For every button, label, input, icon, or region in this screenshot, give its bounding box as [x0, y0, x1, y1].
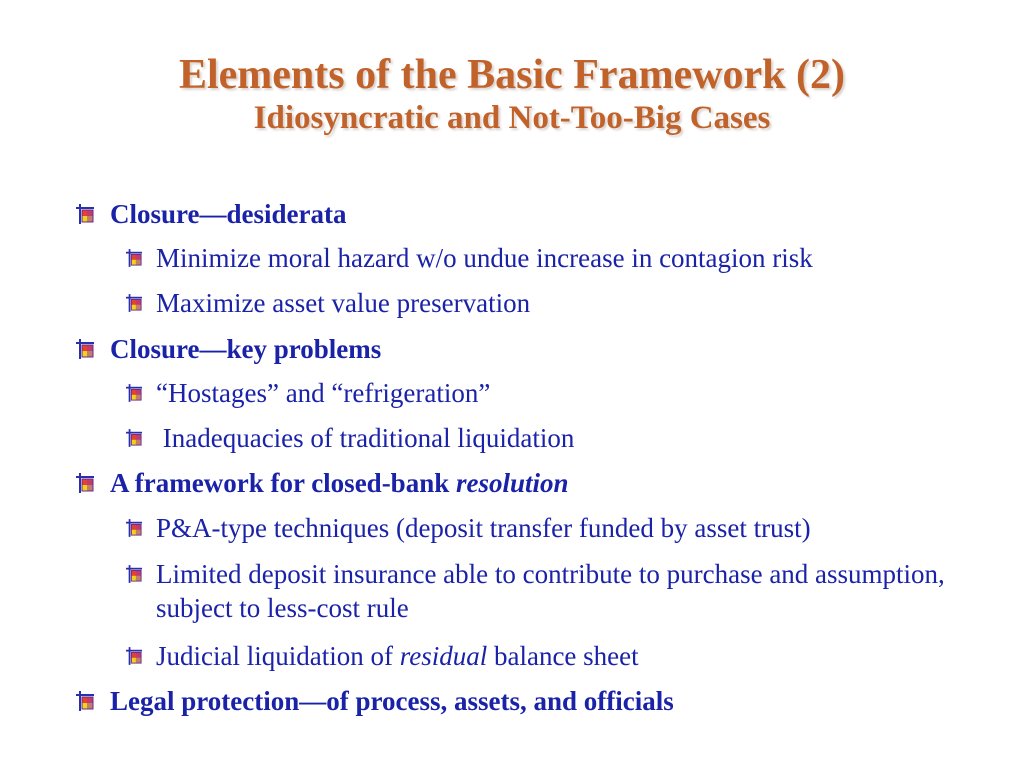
- sub-bullet-label: Limited deposit insurance able to contribute to purchase and assumption, subject to less-cost rule: [156, 559, 945, 623]
- bullet-square-icon: [126, 294, 142, 312]
- list-item: [126, 421, 574, 455]
- list-item: [126, 376, 490, 410]
- bullet-square-icon: [76, 339, 94, 359]
- sub-bullet-suffix: balance sheet: [487, 641, 639, 671]
- bullet-square-icon: [126, 647, 142, 665]
- list-item: [76, 685, 674, 718]
- bullet-label: Closure—key problems: [110, 334, 382, 364]
- bullet-square-icon: [76, 473, 94, 493]
- sub-bullet-prefix: Judicial liquidation of: [156, 641, 400, 671]
- sub-bullet-label: Maximize asset value preservation: [156, 288, 531, 318]
- sub-bullet-label: “Hostages” and “refrigeration”: [156, 378, 491, 408]
- bullet-label: Closure—desiderata: [110, 199, 347, 229]
- list-item: [126, 241, 813, 275]
- list-item: [76, 333, 381, 366]
- bullet-label-prefix: A framework for closed-bank: [110, 468, 456, 498]
- sub-bullet-emphasis: residual: [399, 641, 488, 671]
- bullet-square-icon: [76, 204, 94, 224]
- bullet-square-icon: [126, 249, 142, 267]
- bullet-label-emphasis: resolution: [455, 468, 569, 498]
- sub-bullet-label: Minimize moral hazard w/o undue increase in contagion risk: [156, 243, 813, 273]
- bullet-square-icon: [126, 384, 142, 402]
- slide-title: Elements of the Basic Framework (2): [178, 52, 845, 98]
- bullet-label: Legal protection—of process, assets, and officials: [110, 686, 674, 716]
- list-item: [126, 286, 530, 320]
- slide-subtitle: Idiosyncratic and Not-Too-Big Cases: [253, 100, 771, 136]
- bullet-square-icon: [126, 429, 142, 447]
- sub-bullet-label: P&A-type techniques (deposit transfer funded by asset trust): [156, 513, 811, 543]
- list-item: [126, 511, 811, 545]
- bullet-square-icon: [126, 565, 142, 583]
- bullet-square-icon: [126, 519, 142, 537]
- list-item: [126, 557, 996, 625]
- list-item: [76, 467, 569, 500]
- list-item: [76, 198, 347, 231]
- bullet-square-icon: [76, 691, 94, 711]
- bullet-label: [110, 467, 569, 500]
- list-item: [126, 639, 639, 673]
- sub-bullet-label: [156, 639, 639, 673]
- sub-bullet-label: Inadequacies of traditional liquidation: [156, 423, 575, 453]
